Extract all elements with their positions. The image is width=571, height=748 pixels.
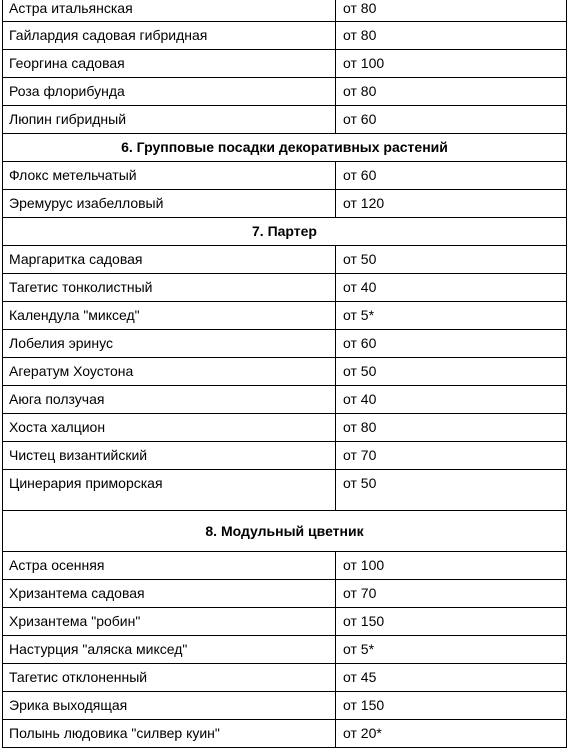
plant-height: от 60 <box>343 111 377 127</box>
plant-name: Аюга ползучая <box>3 386 336 413</box>
plant-name: Агератум Хоустона <box>3 358 336 385</box>
plant-height: от 100 <box>343 557 385 573</box>
plant-name: Тагетис отклоненный <box>3 664 336 691</box>
table-row <box>2 78 567 106</box>
plant-height: от 70 <box>343 585 377 601</box>
table-row <box>2 50 567 78</box>
section-title: 7. Партер <box>252 223 317 239</box>
plant-name: Эрика выходящая <box>3 692 336 719</box>
plant-height: от 100 <box>343 55 385 71</box>
section-title: 6. Групповые посадки декоративных растений <box>121 139 448 155</box>
table-row <box>2 0 567 22</box>
plant-height: от 80 <box>343 419 377 435</box>
table-row <box>2 190 567 218</box>
plant-height: от 5* <box>343 307 375 323</box>
plant-name: Люпин гибридный <box>3 106 336 133</box>
plant-name: Хризантема "робин" <box>3 608 336 635</box>
plant-name: Календула "миксед" <box>3 302 336 329</box>
plant-name: Цинерария приморская <box>3 470 336 510</box>
table-row <box>2 664 567 692</box>
plant-name: Настурция "аляска миксед" <box>3 636 336 663</box>
table-row <box>2 720 567 748</box>
plant-height: от 45 <box>343 669 377 685</box>
plant-height: от 5* <box>343 641 375 657</box>
plant-name: Хоста халцион <box>3 414 336 441</box>
table-row <box>2 330 567 358</box>
section-header <box>2 218 567 246</box>
table-row <box>2 302 567 330</box>
plant-name: Чистец византийский <box>3 442 336 469</box>
plant-height: от 80 <box>343 27 377 43</box>
plant-name: Лобелия эринус <box>3 330 336 357</box>
plant-name: Астра итальянская <box>3 0 336 21</box>
table-row <box>2 246 567 274</box>
plant-name: Роза флорибунда <box>3 78 336 105</box>
plant-name: Флокс метельчатый <box>3 162 336 189</box>
section-header <box>2 511 567 552</box>
plant-name: Полынь людовика "силвер куин" <box>3 720 336 747</box>
table-row <box>2 22 567 50</box>
plant-height: от 40 <box>343 391 377 407</box>
table-row <box>2 692 567 720</box>
plant-height: от 120 <box>343 195 385 211</box>
table-row <box>2 552 567 580</box>
table-row <box>2 386 567 414</box>
plant-height: от 40 <box>343 279 377 295</box>
plant-height: от 60 <box>343 335 377 351</box>
plant-height: от 150 <box>343 613 385 629</box>
table-row <box>2 608 567 636</box>
plant-name: Гайлардия садовая гибридная <box>3 22 336 49</box>
plant-name: Георгина садовая <box>3 50 336 77</box>
plant-height: от 50 <box>343 363 377 379</box>
plant-height: от 50 <box>343 251 377 267</box>
plant-height: от 150 <box>343 697 385 713</box>
plant-height: от 60 <box>343 167 377 183</box>
table-row <box>2 358 567 386</box>
table-row <box>2 162 567 190</box>
table-row <box>2 106 567 134</box>
plant-name: Маргаритка садовая <box>3 246 336 273</box>
table-row <box>2 636 567 664</box>
plant-height: от 80 <box>343 0 377 16</box>
plant-name: Астра осенняя <box>3 552 336 579</box>
plant-name: Хризантема садовая <box>3 580 336 607</box>
table-row <box>2 580 567 608</box>
plant-table <box>2 0 567 748</box>
plant-height: от 70 <box>343 447 377 463</box>
table-row <box>2 274 567 302</box>
plant-height: от 20* <box>343 725 382 741</box>
table-row <box>2 414 567 442</box>
section-title: 8. Модульный цветник <box>205 523 364 539</box>
plant-name: Тагетис тонколистный <box>3 274 336 301</box>
section-header <box>2 134 567 162</box>
table-row <box>2 470 567 511</box>
plant-name: Эремурус изабелловый <box>3 190 336 217</box>
plant-height: от 80 <box>343 83 377 99</box>
table-row <box>2 442 567 470</box>
plant-height: от 50 <box>343 475 377 491</box>
